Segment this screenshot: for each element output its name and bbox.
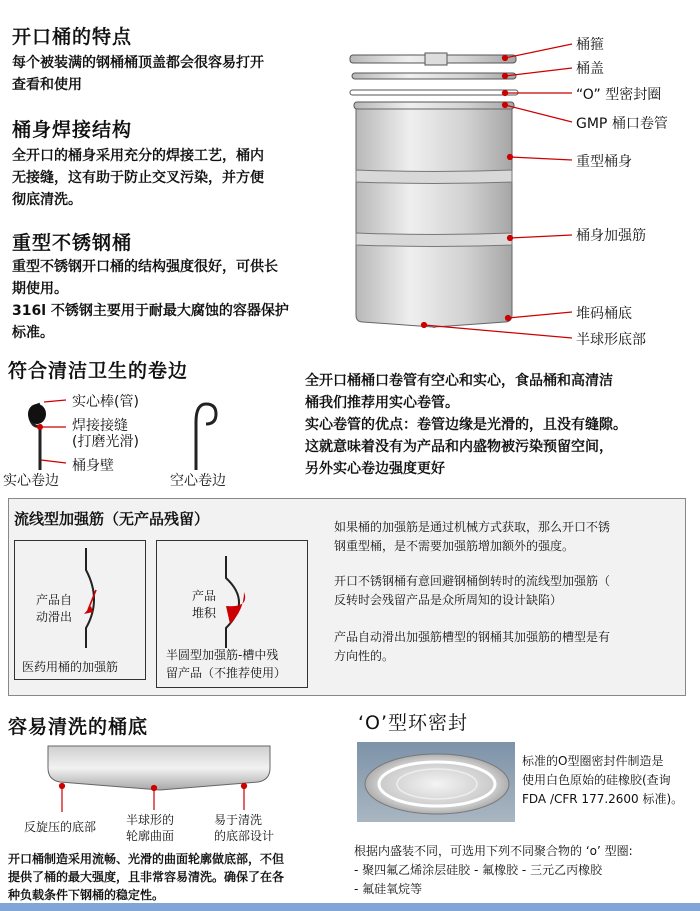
label-lid: 桶盖: [576, 61, 604, 77]
oring-photo-drawing: [357, 742, 515, 822]
rib-left-caption: 医药用桶的加强筋: [22, 660, 119, 674]
bottom-title: 容易清洗的桶底: [8, 716, 149, 738]
curl-text: 全开口桶桶口卷管有空心和实心，食品桶和高清洁 桶我们推荐用实心卷管。 实心卷管的优点：卷管边缘是光滑的，且没有缝隙。 这就意味着没有为产品和内盛物被污染预留空间， 另外实心卷边强度更好: [305, 373, 627, 477]
oring-desc: 标准的O型圈密封件制造是 使用白色原始的硅橡胶(查询 FDA /CFR 177.2600 标准)。: [522, 754, 684, 806]
label-stack-bottom: 堆码桶底: [576, 306, 632, 322]
features-title: 开口桶的特点: [12, 26, 133, 48]
heavy-text: 重型不锈钢开口桶的结构强度很好，可供长 期使用。 316l 不锈钢主要用于耐最大腐蚀的容器保护 标准。: [12, 259, 289, 341]
bottom-label-3: 易于清洗 的底部设计: [214, 813, 275, 843]
bottom-label-1: 反旋压的底部: [24, 820, 97, 834]
solid-curl-caption: 实心卷边: [3, 473, 59, 489]
rib-para-3: 产品自动滑出加强筋槽型的钢桶其加强筋的槽型是有 方向性的。: [334, 630, 611, 663]
oring-title: ‘O’型环密封: [358, 712, 469, 734]
footer-bar: [0, 903, 700, 911]
label-curl: GMP 桶口卷管: [576, 116, 668, 132]
label-body: 重型桶身: [576, 154, 632, 170]
hollow-curl-caption: 空心卷边: [170, 473, 226, 489]
label-clamp: 桶箍: [576, 37, 604, 53]
label-hemi-bottom: 半球形底部: [576, 332, 646, 348]
drum-oring: [350, 90, 518, 95]
rib-title: 流线型加强筋（无产品残留）: [14, 510, 210, 528]
bottom-text: 开口桶制造采用流畅、光滑的曲面轮廓做底部，不但 提供了桶的最大强度，且非常容易清洗。确保了在各 种负载条件下钢桶的稳定性。: [8, 852, 285, 902]
label-oring: “O” 型密封圈: [576, 87, 662, 103]
features-text: 每个被装满的钢桶桶顶盖都会很容易打开 查看和使用: [12, 55, 264, 93]
rib-left-label: 产品自 动滑出: [36, 593, 73, 624]
drum-curl: [354, 102, 514, 109]
drum-clamp: [350, 55, 516, 63]
label-hoop: 桶身加强筋: [576, 228, 646, 244]
drum-body: [356, 109, 512, 328]
weld-text: 全开口的桶身采用充分的焊接工艺，桶内 无接缝，这有助于防止交叉污染，并方便 彻底清洗。: [12, 148, 264, 208]
rib-para-2: 开口不锈钢桶有意回避钢桶倒转时的流线型加强筋（ 反转时会残留产品是众所周知的设计缺陷）: [334, 574, 611, 607]
heavy-title: 重型不锈钢桶: [12, 232, 133, 254]
oring-text: 根据内盛装不同，可选用下列不同聚合物的 ‘o’ 型圈: - 聚四氟乙烯涂层硅胶 - 氟橡胶 - 三元乙丙橡胶 - 氟硅氧烷等: [354, 844, 633, 896]
drum-lid: [352, 73, 516, 79]
weld-title: 桶身焊接结构: [12, 119, 133, 141]
wall-label: 桶身壁: [72, 458, 114, 474]
rib-right-caption: 半圆型加强筋-槽中残 留产品（不推荐使用）: [166, 648, 287, 680]
bottom-label-2: 半球形的 轮廓曲面: [126, 813, 175, 843]
curl-title: 符合清洁卫生的卷边: [8, 360, 189, 382]
rib-para-1: 如果桶的加强筋是通过机械方式获取，那么开口不锈 钢重型桶，是不需要加强筋增加额外的强度。: [334, 520, 611, 553]
rib-right-label: 产品 堆积: [192, 589, 217, 620]
oring-photo: [357, 742, 515, 822]
weld-seam-label: 焊接接缝 (打磨光滑): [72, 418, 139, 450]
solid-rod-label: 实心棒(管): [72, 394, 139, 410]
